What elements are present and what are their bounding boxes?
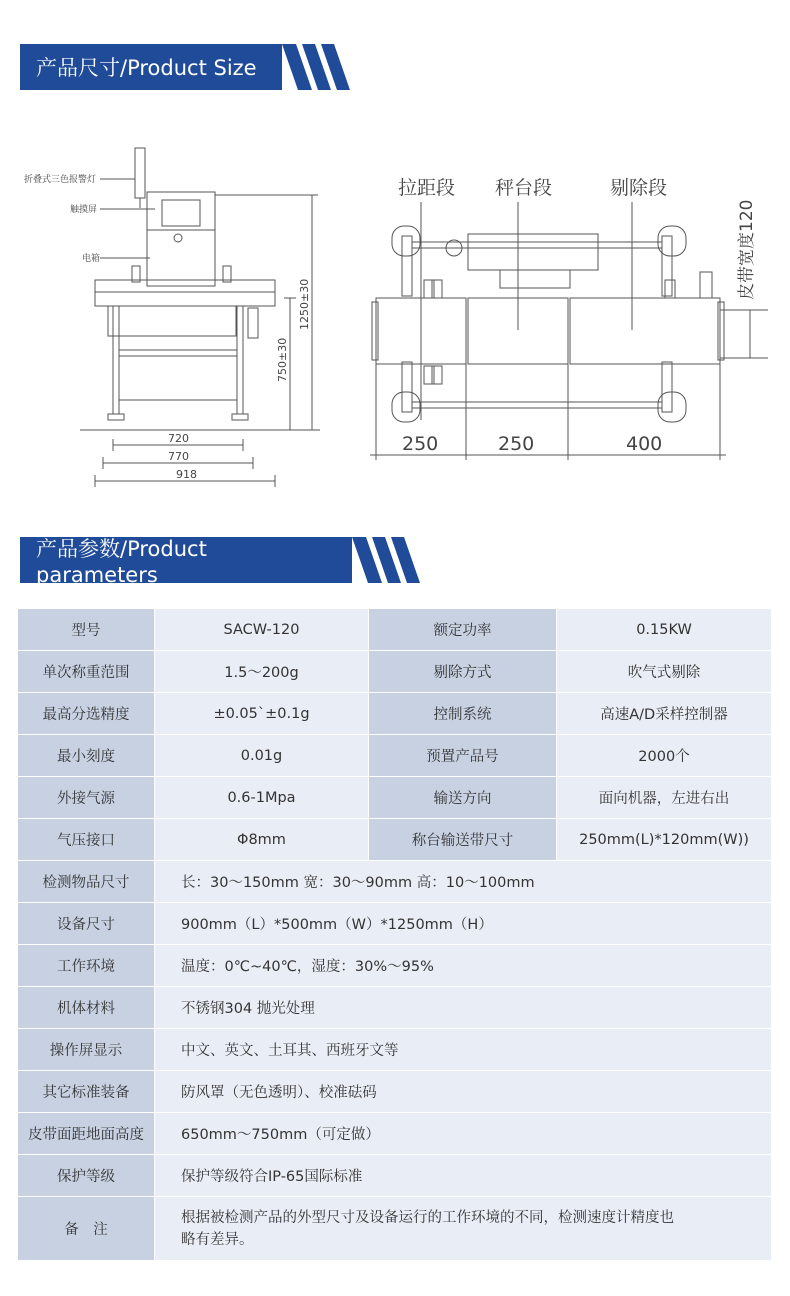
param-label: 其它标准装备 — [18, 1071, 155, 1113]
segment-label-weigh: 秤台段 — [495, 177, 553, 199]
callout-alarm-light: 折叠式三色报警灯 — [24, 175, 97, 185]
param-value: Φ8mm — [155, 819, 369, 861]
table-row — [18, 1197, 772, 1261]
table-row — [18, 819, 772, 861]
stripe-decoration — [352, 537, 426, 583]
param-value: 0.15KW — [557, 609, 772, 651]
param-label: 机体材料 — [18, 987, 155, 1029]
table-row — [18, 1155, 772, 1197]
param-label: 输送方向 — [369, 777, 557, 819]
param-label: 检测物品尺寸 — [18, 861, 155, 903]
dimension-drawing — [20, 130, 770, 500]
param-label: 最小刻度 — [18, 735, 155, 777]
remark-label: 备 注 — [18, 1197, 155, 1261]
dim-720: 720 — [168, 432, 189, 445]
param-value: 高速A/D采样控制器 — [557, 693, 772, 735]
param-value: 面向机器，左进右出 — [557, 777, 772, 819]
param-value: 不锈钢304 抛光处理 — [155, 987, 772, 1029]
param-label: 气压接口 — [18, 819, 155, 861]
dim-770: 770 — [168, 450, 189, 463]
callout-touch-screen: 触摸屏 — [70, 205, 98, 215]
param-label: 最高分选精度 — [18, 693, 155, 735]
table-row — [18, 861, 772, 903]
param-label: 预置产品号 — [369, 735, 557, 777]
param-label: 工作环境 — [18, 945, 155, 987]
table-row — [18, 1029, 772, 1071]
remark-line: 根据被检测产品的外型尺寸及设备运行的工作环境的不同，检测速度计精度也 — [181, 1209, 674, 1226]
dim-250-b: 250 — [498, 433, 535, 455]
table-row — [18, 945, 772, 987]
stripe-decoration — [282, 44, 356, 90]
param-value: 0.01g — [155, 735, 369, 777]
param-label: 设备尺寸 — [18, 903, 155, 945]
param-label: 称台输送带尺寸 — [369, 819, 557, 861]
param-value: 保护等级符合IP-65国际标准 — [155, 1155, 772, 1197]
table-row — [18, 987, 772, 1029]
param-value: 250mm(L)*120mm(W)) — [557, 819, 772, 861]
param-label: 操作屏显示 — [18, 1029, 155, 1071]
param-label: 保护等级 — [18, 1155, 155, 1197]
table-row — [18, 693, 772, 735]
table-row — [18, 903, 772, 945]
param-value: 650mm～750mm（可定做） — [155, 1113, 772, 1155]
callout-electric-box: 电箱 — [82, 254, 101, 264]
param-label: 外接气源 — [18, 777, 155, 819]
table-row — [18, 735, 772, 777]
param-value: SACW-120 — [155, 609, 369, 651]
param-label: 控制系统 — [369, 693, 557, 735]
table-row — [18, 1113, 772, 1155]
section-banner-params — [20, 537, 426, 587]
segment-label-pull: 拉距段 — [398, 177, 456, 199]
table-row — [18, 609, 772, 651]
param-value: 防风罩（无色透明）、校准砝码 — [155, 1071, 772, 1113]
dim-1250: 1250±30 — [298, 278, 311, 330]
param-value: 吹气式剔除 — [557, 651, 772, 693]
param-value: 温度：0℃~40℃，湿度：30%～95% — [155, 945, 772, 987]
param-value: 900mm（L）*500mm（W）*1250mm（H） — [155, 903, 772, 945]
belt-width-label: 皮带宽度120 — [737, 199, 757, 300]
top-view — [370, 199, 768, 460]
param-label: 单次称重范围 — [18, 651, 155, 693]
remark-value — [155, 1197, 772, 1261]
section-title: 产品尺寸/Product Size — [20, 44, 282, 90]
param-label: 剔除方式 — [369, 651, 557, 693]
param-label: 额定功率 — [369, 609, 557, 651]
segment-label-reject: 剔除段 — [610, 177, 668, 199]
params-table — [17, 608, 772, 1261]
dim-750: 750±30 — [276, 337, 289, 382]
param-value: 2000个 — [557, 735, 772, 777]
param-label: 型号 — [18, 609, 155, 651]
table-row — [18, 1071, 772, 1113]
param-label: 皮带面距地面高度 — [18, 1113, 155, 1155]
param-value: 1.5～200g — [155, 651, 369, 693]
table-row — [18, 651, 772, 693]
table-row — [18, 777, 772, 819]
param-value: 长：30～150mm 宽：30～90mm 高：10～100mm — [155, 861, 772, 903]
param-value: ±0.05`±0.1g — [155, 693, 369, 735]
dim-918: 918 — [176, 468, 197, 481]
param-value: 中文、英文、土耳其、西班牙文等 — [155, 1029, 772, 1071]
side-view — [80, 148, 320, 487]
dim-400: 400 — [626, 433, 663, 455]
param-value: 0.6-1Mpa — [155, 777, 369, 819]
section-banner-size — [20, 44, 356, 90]
dim-250-a: 250 — [402, 433, 439, 455]
remark-line: 略有差异。 — [181, 1231, 254, 1248]
section-title: 产品参数/Product parameters — [20, 537, 352, 583]
